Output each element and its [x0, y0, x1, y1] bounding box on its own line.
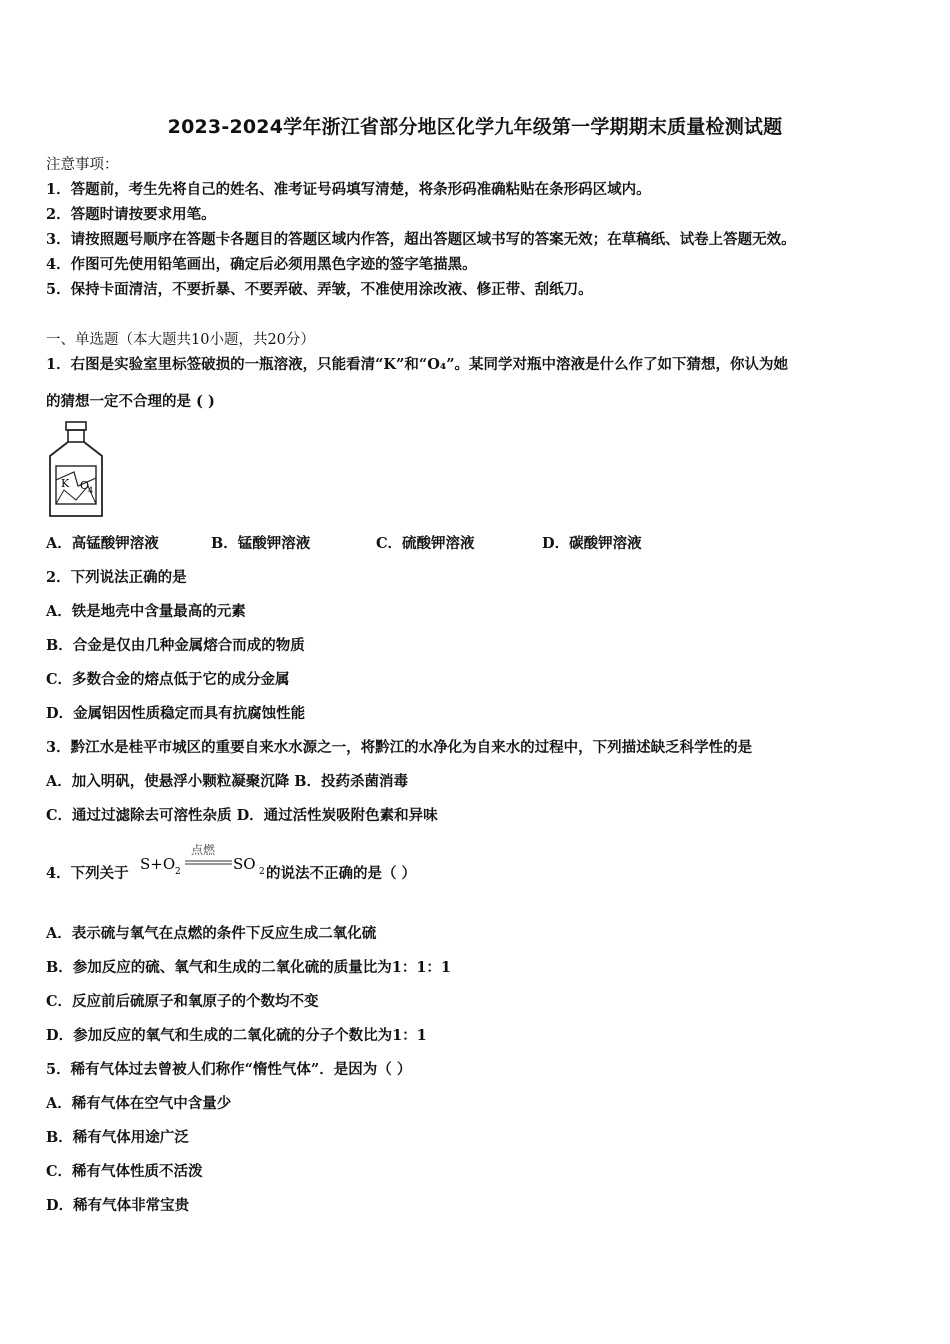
q4-option-c[interactable]: C．反应前后硫原子和氧原子的个数均不变 — [46, 993, 319, 1010]
q1-option-c[interactable]: C．硫酸钾溶液 — [376, 535, 475, 552]
bottle-label-k: K — [61, 477, 70, 490]
q2-option-c[interactable]: C．多数合金的熔点低于它的成分金属 — [46, 671, 290, 688]
page-title: 2023-2024学年浙江省部分地区化学九年级第一学期期末质量检测试题 — [167, 116, 783, 138]
notice-item-2: 2．答题时请按要求用笔。 — [46, 206, 216, 223]
eq-right: SO — [233, 855, 256, 873]
q2-option-b[interactable]: B．合金是仅由几种金属熔合而成的物质 — [46, 637, 305, 654]
q1-stem-line2: 的猜想一定不合理的是 ( ) — [46, 393, 215, 410]
notice-item-5: 5．保持卡面清洁，不要折暴、不要弄破、弄皱，不准使用涂改液、修正带、刮纸刀。 — [46, 281, 593, 298]
q1-options — [46, 532, 642, 553]
q5-stem: 5．稀有气体过去曾被人们称作“惰性气体”．是因为（ ） — [46, 1061, 412, 1078]
q4-equation — [138, 838, 268, 882]
notice-item-3: 3．请按照题号顺序在答题卡各题目的答题区域内作答，超出答题区域书写的答案无效；在草稿纸、试卷上答题无效。 — [46, 231, 796, 248]
q1-stem-line1: 1．右图是实验室里标签破损的一瓶溶液，只能看清“K”和“O₄”。某同学对瓶中溶液是什么作了如下猜想，你认为她 — [46, 356, 789, 373]
notice-heading: 注意事项： — [46, 157, 119, 173]
bottle-label-sub: 4 — [88, 486, 94, 495]
q4-stem-tail: 的说法不正确的是（ ） — [266, 865, 417, 882]
eq-left-sub: 2 — [175, 867, 181, 877]
notice-item-1: 1．答题前，考生先将自己的姓名、准考证号码填写清楚，将条形码准确粘贴在条形码区域内。 — [46, 181, 651, 198]
q4-stem-head: 4．下列关于 — [46, 865, 129, 882]
q4-option-d[interactable]: D．参加反应的氧气和生成的二氧化硫的分子个数比为1：1 — [46, 1027, 427, 1044]
eq-right-sub: 2 — [259, 867, 265, 877]
q4-option-a[interactable]: A．表示硫与氧气在点燃的条件下反应生成二氧化硫 — [46, 925, 377, 942]
reagent-bottle-figure — [44, 420, 108, 520]
q5-option-c[interactable]: C．稀有气体性质不活泼 — [46, 1163, 203, 1180]
notice-item-4: 4．作图可先使用铅笔画出，确定后必须用黑色字迹的签字笔描黑。 — [46, 256, 477, 273]
q1-option-d[interactable]: D．碳酸钾溶液 — [542, 535, 642, 552]
q5-option-b[interactable]: B．稀有气体用途广泛 — [46, 1129, 189, 1146]
q2-option-a[interactable]: A．铁是地壳中含量最高的元素 — [46, 603, 246, 620]
eq-condition: 点燃 — [191, 843, 216, 857]
q3-stem: 3．黔江水是桂平市城区的重要自来水水源之一，将黔江的水净化为自来水的过程中，下列描述缺乏科学性的是 — [46, 739, 753, 756]
section-heading: 一、单选题（本大题共10小题，共20分） — [46, 332, 315, 348]
eq-left: S+O — [140, 855, 176, 873]
q3-options-row2[interactable]: C．通过过滤除去可溶性杂质 D．通过活性炭吸附色素和异味 — [46, 807, 438, 824]
q5-option-a[interactable]: A．稀有气体在空气中含量少 — [46, 1095, 232, 1112]
q1-option-a[interactable]: A．高锰酸钾溶液 — [46, 535, 159, 552]
q2-option-d[interactable]: D．金属铝因性质稳定而具有抗腐蚀性能 — [46, 705, 306, 722]
q1-option-b[interactable]: B．锰酸钾溶液 — [211, 535, 311, 552]
q4-option-b[interactable]: B．参加反应的硫、氧气和生成的二氧化硫的质量比为1：1：1 — [46, 959, 452, 976]
q5-option-d[interactable]: D．稀有气体非常宝贵 — [46, 1197, 190, 1214]
bottle-label-o: O — [80, 479, 90, 492]
q3-options-row1[interactable]: A．加入明矾，使悬浮小颗粒凝聚沉降 B．投药杀菌消毒 — [46, 773, 409, 790]
q2-stem: 2．下列说法正确的是 — [46, 569, 187, 586]
